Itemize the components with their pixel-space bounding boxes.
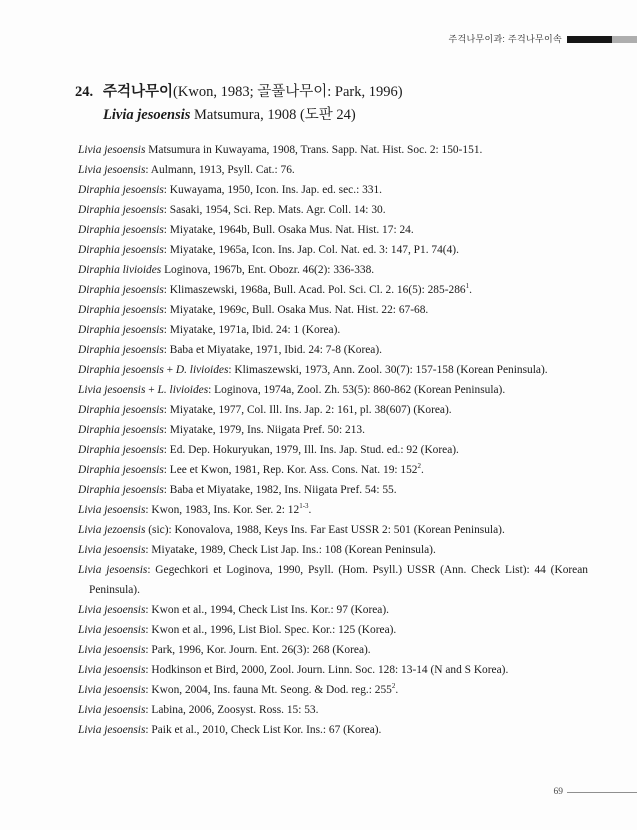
citation-taxon-name: Diraphia jesoensis: [78, 224, 164, 236]
citation-entry: [78, 620, 588, 640]
citation-entry: [78, 640, 588, 660]
citation-taxon-name: Diraphia jesoensis: [78, 244, 164, 256]
citation-taxon-name: Diraphia jesoensis: [78, 444, 164, 456]
citation-reference-text: : Labina, 2006, Zoosyst. Ross. 15: 53.: [145, 704, 319, 716]
citation-reference-text: : Aulmann, 1913, Psyll. Cat.: 76.: [145, 164, 295, 176]
citation-entry: [78, 160, 588, 180]
citation-reference-text: : Miyatake, 1971a, Ibid. 24: 1 (Korea).: [163, 324, 341, 336]
citation-reference-text: : Gegechkori et Loginova, 1990, Psyll. (Hom. Psyll.) USSR (Ann. Check List): 44 (Korean Peninsula).: [89, 564, 588, 596]
citation-taxon-name: Diraphia jesoensis: [78, 284, 164, 296]
citation-taxon-name: Diraphia jesoensis: [78, 424, 164, 436]
citation-reference-text: : Kwon, 2004, Ins. fauna Mt. Seong. & Dod. reg.: 255: [145, 684, 392, 696]
header-bar-black-icon: [567, 36, 612, 43]
citation-taxon-name: Diraphia jesoensis: [78, 184, 164, 196]
citation-entry: [78, 660, 588, 680]
species-heading-korean-line: [75, 81, 615, 104]
citation-entry: [78, 200, 588, 220]
citation-entry: [78, 220, 588, 240]
citation-entry: [78, 340, 588, 360]
citation-entry: [78, 460, 588, 480]
citation-reference-text: : Miyatake, 1989, Check List Jap. Ins.: 108 (Korean Peninsula).: [145, 544, 436, 556]
citation-entry: [78, 400, 588, 420]
citation-reference-text: .: [469, 284, 472, 296]
citation-taxon-name: Diraphia jesoensis: [78, 324, 164, 336]
citation-superscript: 1-3: [299, 502, 309, 511]
citation-taxon-name: Livia jesoensis: [78, 724, 146, 736]
citation-reference-text: : Miyatake, 1979, Ins. Niigata Pref. 50: 213.: [163, 424, 365, 436]
citation-entry: [78, 360, 588, 380]
citation-taxon-name: Diraphia jesoensis: [78, 404, 164, 416]
citation-reference-text: : Miyatake, 1969c, Bull. Osaka Mus. Nat. Hist. 22: 67-68.: [163, 304, 429, 316]
citation-taxon-name: Livia jesoensis: [78, 384, 146, 396]
synonymy-citation-list: [78, 140, 588, 740]
citation-reference-text: : Kwon et al., 1994, Check List Ins. Kor.: 97 (Korea).: [145, 604, 389, 616]
citation-entry: [78, 280, 588, 300]
citation-reference-text: .: [308, 504, 312, 516]
citation-superscript: 2: [417, 462, 421, 471]
citation-reference-text: .: [395, 684, 399, 696]
citation-entry: [78, 700, 588, 720]
citation-reference-text: : Kwon, 1983, Ins. Kor. Ser. 2: 12: [145, 504, 300, 516]
citation-entry: [78, 380, 588, 400]
citation-entry: [78, 560, 588, 600]
citation-reference-text: : Kuwayama, 1950, Icon. Ins. Jap. ed. sec.: 331.: [163, 184, 383, 196]
citation-taxon-name: Livia jesoensis: [78, 644, 146, 656]
citation-reference-text: : Lee et Kwon, 1981, Rep. Kor. Ass. Cons. Nat. 19: 152: [163, 464, 418, 476]
citation-reference-text: : Klimaszewski, 1968a, Bull. Acad. Pol. Sci. Cl. 2. 16(5): 285-286: [163, 284, 466, 296]
citation-entry: [78, 240, 588, 260]
citation-reference-text: : Kwon et al., 1996, List Biol. Spec. Kor.: 125 (Korea).: [145, 624, 397, 636]
species-scientific-name: Livia jesoensis: [103, 107, 191, 123]
citation-entry: [78, 320, 588, 340]
citation-entry: [78, 480, 588, 500]
citation-reference-text: +: [163, 364, 176, 376]
header-bar-gray-icon: [612, 36, 637, 43]
citation-taxon-name: Livia jesoensis: [78, 684, 146, 696]
citation-reference-text: : Klimaszewski, 1973, Ann. Zool. 30(7): 157-158 (Korean Peninsula).: [228, 364, 548, 376]
citation-reference-text: : Paik et al., 2010, Check List Kor. Ins.: 67 (Korea).: [145, 724, 382, 736]
citation-entry: [78, 300, 588, 320]
citation-taxon-name: Livia jesoensis: [78, 164, 146, 176]
citation-entry: [78, 540, 588, 560]
citation-taxon-name: Livia jesoensis: [78, 604, 146, 616]
citation-reference-text: : Hodkinson et Bird, 2000, Zool. Journ. Linn. Soc. 128: 13-14 (N and S Korea).: [145, 664, 509, 676]
citation-reference-text: .: [421, 464, 424, 476]
footer-rule: [567, 792, 637, 793]
citation-taxon-name: L. livioides: [157, 384, 209, 396]
page-number: 69: [553, 787, 563, 797]
citation-entry: [78, 720, 588, 740]
page-footer: [0, 786, 637, 798]
citation-taxon-name: Livia jezoensis: [78, 524, 146, 536]
citation-taxon-name: Diraphia jesoensis: [78, 204, 164, 216]
species-number: 24.: [75, 84, 94, 100]
species-author-year: Matsumura, 1908 (도판 24): [190, 107, 356, 123]
citation-taxon-name: Livia jesoensis: [78, 504, 146, 516]
species-heading-latin-line: [75, 104, 615, 127]
citation-entry: [78, 680, 588, 700]
citation-reference-text: : Sasaki, 1954, Sci. Rep. Mats. Agr. Coll. 14: 30.: [163, 204, 386, 216]
citation-entry: [78, 500, 588, 520]
citation-reference-text: Matsumura in Kuwayama, 1908, Trans. Sapp. Nat. Hist. Soc. 2: 150-151.: [145, 144, 483, 156]
citation-taxon-name: Livia jesoensis: [78, 664, 146, 676]
citation-entry: [78, 140, 588, 160]
citation-reference-text: : Baba et Miyatake, 1982, Ins. Niigata Pref. 54: 55.: [163, 484, 397, 496]
citation-superscript: 1: [465, 282, 470, 291]
citation-entry: [78, 180, 588, 200]
citation-taxon-name: Diraphia jesoensis: [78, 484, 164, 496]
running-title: 주걱나무이과: 주걱나무이속: [448, 34, 562, 44]
citation-reference-text: +: [145, 384, 158, 396]
running-header: [0, 33, 637, 45]
citation-taxon-name: Livia jesoensis: [78, 704, 146, 716]
citation-reference-text: : Miyatake, 1965a, Icon. Ins. Jap. Col. Nat. ed. 3: 147, P1. 74(4).: [163, 244, 459, 256]
citation-taxon-name: Livia jesoensis: [78, 144, 146, 156]
citation-entry: [78, 520, 588, 540]
species-heading: [75, 81, 615, 127]
citation-reference-text: : Miyatake, 1964b, Bull. Osaka Mus. Nat. Hist. 17: 24.: [163, 224, 414, 236]
citation-entry: [78, 260, 588, 280]
citation-entry: [78, 600, 588, 620]
species-korean-authors: (Kwon, 1983; 골풀나무이: Park, 1996): [173, 84, 403, 100]
citation-taxon-name: Diraphia jesoensis: [78, 364, 164, 376]
citation-reference-text: : Loginova, 1974a, Zool. Zh. 53(5): 860-862 (Korean Peninsula).: [208, 384, 506, 396]
citation-reference-text: Loginova, 1967b, Ent. Obozr. 46(2): 336-338.: [161, 264, 375, 276]
citation-reference-text: : Baba et Miyatake, 1971, Ibid. 24: 7-8 (Korea).: [163, 344, 383, 356]
citation-entry: [78, 420, 588, 440]
citation-taxon-name: Diraphia jesoensis: [78, 344, 164, 356]
citation-taxon-name: Livia jesoensis: [78, 624, 146, 636]
citation-taxon-name: D. livioides: [175, 364, 229, 376]
citation-taxon-name: Diraphia jesoensis: [78, 464, 164, 476]
citation-taxon-name: Livia jesoensis: [78, 544, 146, 556]
citation-reference-text: : Ed. Dep. Hokuryukan, 1979, Ill. Ins. Jap. Stud. ed.: 92 (Korea).: [163, 444, 459, 456]
citation-superscript: 2: [391, 682, 396, 691]
citation-reference-text: : Park, 1996, Kor. Journ. Ent. 26(3): 268 (Korea).: [145, 644, 371, 656]
citation-entry: [78, 440, 588, 460]
citation-taxon-name: Diraphia livioides: [78, 264, 162, 276]
citation-taxon-name: Diraphia jesoensis: [78, 304, 164, 316]
species-korean-name: 주걱나무이: [103, 84, 174, 100]
citation-taxon-name: Livia jesoensis: [78, 564, 148, 576]
citation-reference-text: : Miyatake, 1977, Col. Ill. Ins. Jap. 2: 161, pl. 38(607) (Korea).: [163, 404, 452, 416]
citation-reference-text: (sic): Konovalova, 1988, Keys Ins. Far East USSR 2: 501 (Korean Peninsula).: [145, 524, 505, 536]
